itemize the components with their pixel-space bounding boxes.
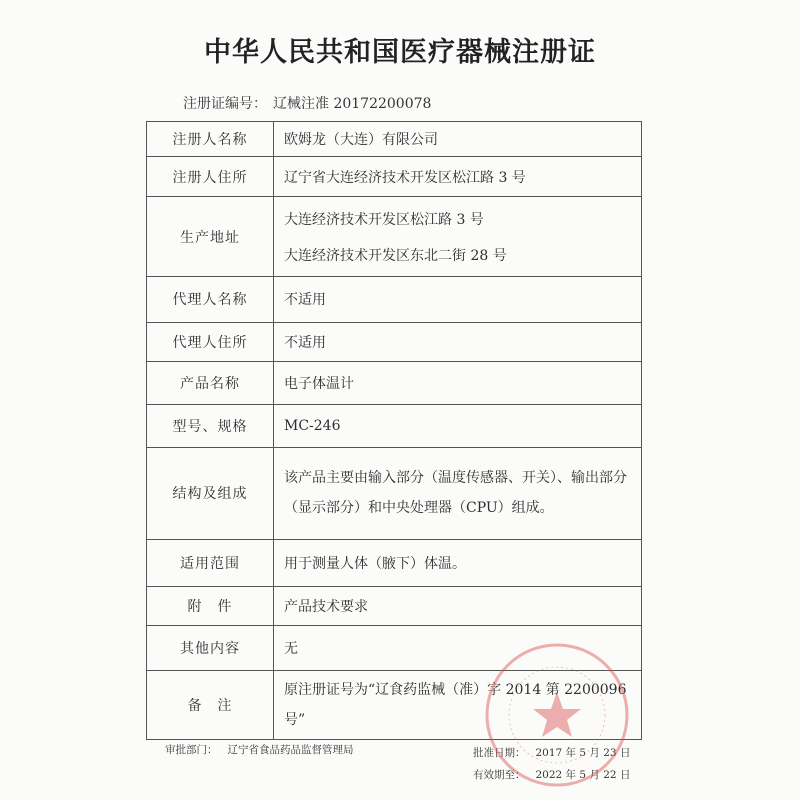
agent-name-label: 代理人名称 <box>147 276 274 322</box>
agent-address-label: 代理人住所 <box>147 323 274 362</box>
registration-number-value: 辽械注准 20172200078 <box>273 96 432 112</box>
approval-authority-label: 审批部门： <box>165 744 218 756</box>
row-product-name <box>147 362 642 404</box>
row-attachment <box>147 587 642 626</box>
structure-value: 该产品主要由输入部分（温度传感器、开关）、输出部分（显示部分）和中央处理器（CPU）组成。 <box>274 448 642 540</box>
registration-number-label: 注册证编号： <box>183 96 267 112</box>
row-agent-name <box>147 276 642 322</box>
registrant-address-value: 辽宁省大连经济技术开发区松江路 3 号 <box>274 157 642 197</box>
remarks-value: 原注册证号为“辽食药监械（准）字 2014 第 2200096 号” <box>274 670 642 739</box>
model-spec-label: 型号、规格 <box>147 404 274 447</box>
other-value: 无 <box>274 626 642 670</box>
approval-dates <box>473 742 630 786</box>
expiry-date-value: 2022 年 5 月 22 日 <box>535 769 631 781</box>
certificate-table <box>146 121 642 740</box>
row-agent-address <box>147 323 642 362</box>
expiry-date-label: 有效期至： <box>473 769 526 781</box>
product-name-value: 电子体温计 <box>274 362 642 404</box>
production-address-label: 生产地址 <box>147 197 274 276</box>
approval-date-label: 批准日期： <box>473 747 526 759</box>
production-address-value <box>274 197 642 276</box>
production-address-line-1: 大连经济技术开发区松江路 3 号 <box>284 211 484 228</box>
attachment-label: 附 件 <box>147 587 274 626</box>
row-registrant-name <box>147 122 642 157</box>
approval-date <box>473 742 630 764</box>
product-name-label: 产品名称 <box>147 362 274 404</box>
attachment-value: 产品技术要求 <box>274 587 642 626</box>
row-scope <box>147 539 642 586</box>
expiry-date <box>473 764 630 786</box>
registrant-name-value: 欧姆龙（大连）有限公司 <box>274 122 642 157</box>
row-model-spec <box>147 404 642 447</box>
registration-number <box>183 93 431 113</box>
scope-label: 适用范围 <box>147 539 274 586</box>
remarks-label: 备 注 <box>147 670 274 739</box>
structure-label: 结构及组成 <box>147 448 274 540</box>
row-other <box>147 626 642 670</box>
row-remarks <box>147 670 642 739</box>
document-title: 中华人民共和国医疗器械注册证 <box>204 37 596 68</box>
registrant-address-label: 注册人住所 <box>147 157 274 197</box>
scope-value: 用于测量人体（腋下）体温。 <box>274 539 642 586</box>
row-production-address <box>147 197 642 276</box>
row-structure <box>147 448 642 540</box>
registrant-name-label: 注册人名称 <box>147 122 274 157</box>
approval-authority <box>165 742 354 757</box>
agent-name-value: 不适用 <box>274 276 642 322</box>
production-address-line-2: 大连经济技术开发区东北二街 28 号 <box>284 247 507 264</box>
model-spec-value: MC-246 <box>274 404 642 447</box>
row-registrant-address <box>147 157 642 197</box>
other-label: 其他内容 <box>147 626 274 670</box>
agent-address-value: 不适用 <box>274 323 642 362</box>
approval-date-value: 2017 年 5 月 23 日 <box>535 747 631 759</box>
approval-authority-value: 辽宁省食品药品监督管理局 <box>227 744 354 756</box>
